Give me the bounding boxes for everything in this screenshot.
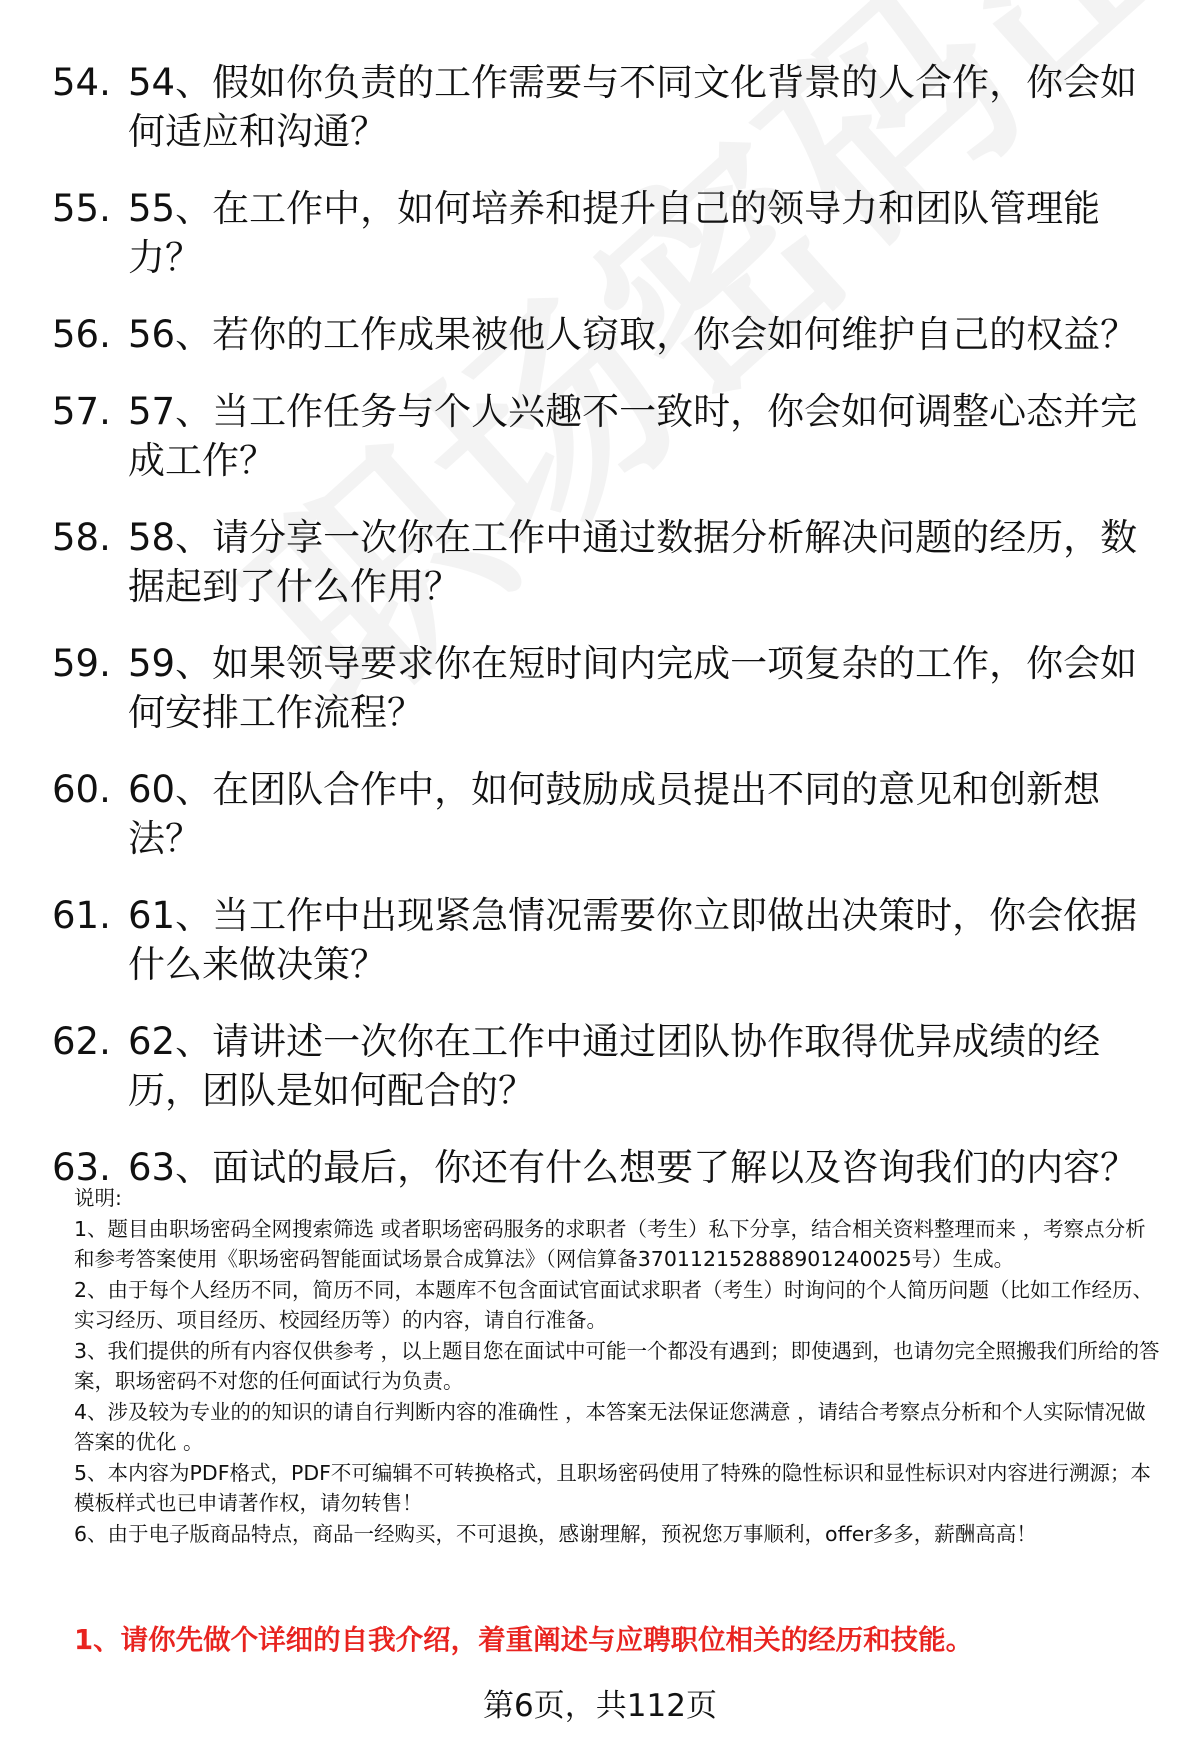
question-item [52,765,1152,863]
question-item [52,58,1152,156]
question-number: 62. [52,1020,111,1063]
question-text: 59、如果领导要求你在短时间内完成一项复杂的工作，你会如何安排工作流程？ [128,642,1138,734]
page-footer: 第6页，共112页 [483,1688,717,1724]
question-number: 60. [52,768,111,811]
notes-heading: 说明: [74,1186,122,1210]
question-item [52,891,1152,989]
question-number: 57. [52,390,111,433]
question-item [52,639,1152,737]
note-item: 3、我们提供的所有内容仅供参考 ，以上题目您在面试中可能一个都没有遇到；即使遇到，也请勿完全照搬我们所给的答案，职场密码不对您的任何面试行为负责。 [74,1338,1160,1393]
question-number: 56. [52,313,111,356]
question-text: 55、在工作中，如何培养和提升自己的领导力和团队管理能力？ [128,187,1101,279]
question-item [52,513,1152,611]
notes-section [74,1183,1164,1549]
highlight-question: 1、请你先做个详细的自我介绍，着重阐述与应聘职位相关的经历和技能。 [74,1624,974,1656]
question-item [52,310,1152,359]
question-number: 63. [52,1146,111,1189]
question-text: 62、请讲述一次你在工作中通过团队协作取得优异成绩的经历，团队是如何配合的？ [128,1020,1101,1112]
note-item: 1、题目由职场密码全网搜索筛选 或者职场密码服务的求职者（考生）私下分享，结合相关资料整理而来 ，考察点分析和参考答案使用《职场密码智能面试场景合成算法》（网信算备370112152888901240025号）生成。 [74,1216,1146,1271]
question-number: 61. [52,894,111,937]
question-number: 58. [52,516,111,559]
question-text: 61、当工作中出现紧急情况需要你立即做出决策时，你会依据什么来做决策？ [128,894,1138,986]
note-item: 6、由于电子版商品特点，商品一经购买，不可退换，感谢理解，预祝您万事顺利，offer多多，薪酬高高！ [74,1521,1037,1546]
question-text: 58、请分享一次你在工作中通过数据分析解决问题的经历，数据起到了什么作用？ [128,516,1138,608]
question-number: 59. [52,642,111,685]
question-text: 54、假如你负责的工作需要与不同文化背景的人合作，你会如何适应和沟通？ [128,61,1138,153]
note-item: 4、涉及较为专业的的知识的请自行判断内容的准确性 ，本答案无法保证您满意 ，请结合考察点分析和个人实际情况做答案的优化 。 [74,1399,1146,1454]
question-item [52,184,1152,282]
question-number: 55. [52,187,111,230]
question-text: 63、面试的最后，你还有什么想要了解以及咨询我们的内容？ [128,1146,1138,1189]
question-text: 60、在团队合作中，如何鼓励成员提出不同的意见和创新想法？ [128,768,1101,860]
question-item [52,1017,1152,1115]
question-text: 56、若你的工作成果被他人窃取，你会如何维护自己的权益？ [128,313,1138,356]
question-item [52,387,1152,485]
question-text: 57、当工作任务与个人兴趣不一致时，你会如何调整心态并完成工作？ [128,390,1138,482]
question-list [52,58,1152,1220]
question-number: 54. [52,61,111,104]
note-item: 2、由于每个人经历不同，简历不同，本题库不包含面试官面试求职者（考生）时询问的个人简历问题（比如工作经历、实习经历、项目经历、校园经历等）的内容，请自行准备。 [74,1277,1154,1332]
note-item: 5、本内容为PDF格式，PDF不可编辑不可转换格式，且职场密码使用了特殊的隐性标识和显性标识对内容进行溯源；本模板样式也已申请著作权，请勿转售！ [74,1460,1151,1515]
